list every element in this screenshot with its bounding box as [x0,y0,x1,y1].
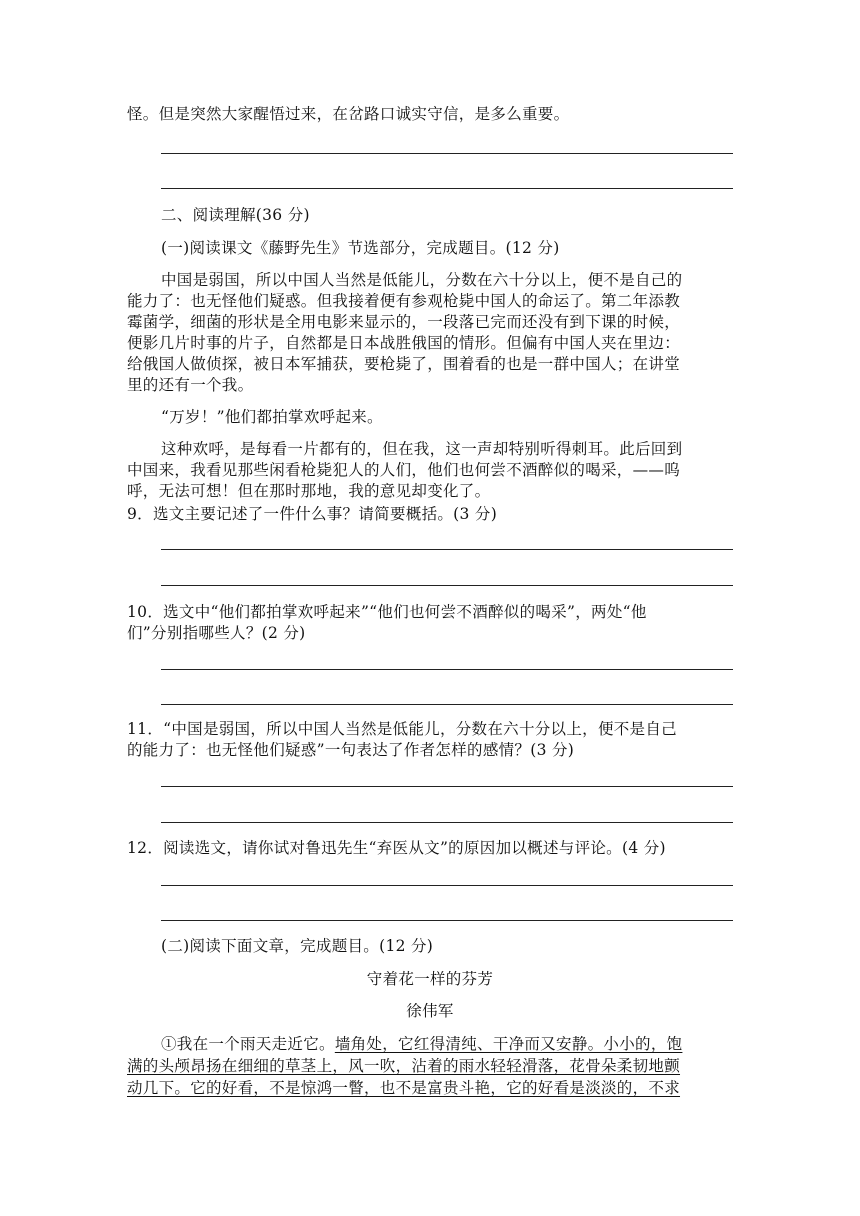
passage-line: 霉菌学，细菌的形状是全用电影来显示的，一段落已完而还没有到下课的时候， [127,313,681,331]
article-title: 守着花一样的芬芳 [366,970,494,988]
question-line: 11．“中国是弱国，所以中国人当然是低能儿，分数在六十分以上，便不是自己 [127,720,677,738]
underlined-text: 墙角处，它红得清纯、干净而又安静。小小的，饱 [334,1035,683,1053]
passage-line: 呼，无法可想！但在那时那地，我的意见却变化了。 [127,482,491,500]
passage-line: 这种欢呼，是每看一片都有的，但在我，这一声却特别听得刺耳。此后回到 [161,440,683,458]
part-heading: (一)阅读课文《藤野先生》节选部分，完成题目。(12 分) [161,239,560,257]
answer-line [161,153,733,154]
answer-line [161,786,733,787]
passage-line: 便影几片时事的片子，自然都是日本战胜俄国的情形。但偏有中国人夹在里边： [127,334,681,352]
answer-line [161,188,733,189]
answer-line [161,585,733,586]
article-line [161,1034,733,1055]
answer-line [161,822,733,823]
question-9: 9．选文主要记述了一件什么事？请简要概括。(3 分) [127,505,498,523]
answer-line [161,885,733,886]
passage-line: 中国是弱国，所以中国人当然是低能儿，分数在六十分以上，便不是自己的 [161,271,683,289]
passage-line: 中国来，我看见那些闲看枪毙犯人的人们，他们也何尝不酒醉似的喝采，——呜 [127,461,681,479]
question-12: 12．阅读选文，请你试对鲁迅先生“弃医从文”的原因加以概述与评论。(4 分) [127,839,666,857]
question-line: 们”分别指哪些人？(2 分) [127,624,306,642]
article-line: 动几下。它的好看，不是惊鸿一瞥，也不是富贵斗艳，它的好看是淡淡的，不求 [127,1079,681,1097]
intro-line: 怪。但是突然大家醒悟过来，在岔路口诚实守信，是多么重要。 [127,105,570,123]
article-text: ①我在一个雨天走近它。 [161,1035,335,1053]
question-line: 的能力了：也无怪他们疑惑”一句表达了作者怎样的感情？(3 分) [127,741,575,759]
passage-line: 能力了：也无怪他们疑惑。但我接着便有参观枪毙中国人的命运了。第二年添教 [127,292,681,310]
answer-line [161,549,733,550]
article-author: 徐伟军 [406,1002,454,1020]
answer-line [161,669,733,670]
part-heading: (二)阅读下面文章，完成题目。(12 分) [161,937,434,955]
article-line: 满的头颅昂扬在细细的草茎上，风一吹，沾着的雨水轻轻滑落，花骨朵柔韧地颤 [127,1057,681,1075]
passage-paragraph: “万岁！”他们都拍掌欢呼起来。 [161,408,383,426]
answer-line [161,920,733,921]
passage-line: 里的还有一个我。 [127,376,254,394]
passage-line: 给俄国人做侦探，被日本军捕获，要枪毙了，围着看的也是一群中国人；在讲堂 [127,355,681,373]
question-line: 10．选文中“他们都拍掌欢呼起来”“他们也何尝不酒醉似的喝采”，两处“他 [127,603,647,621]
section-heading: 二、阅读理解(36 分) [161,206,310,224]
answer-line [161,704,733,705]
